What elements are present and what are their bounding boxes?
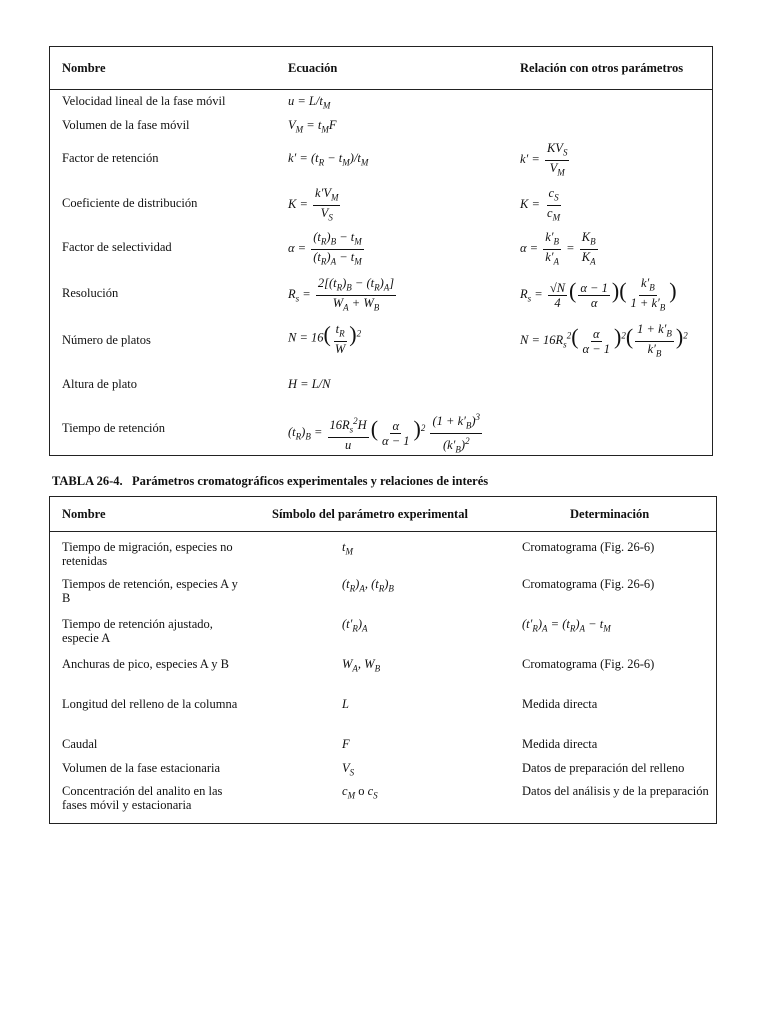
t2-row-name: Caudal xyxy=(62,737,98,751)
t2-row-name: Longitud del relleno de la columna xyxy=(62,697,238,711)
t2-determination: Datos del análisis y de la preparación xyxy=(522,784,709,798)
t2-symbol: $V_S$ xyxy=(342,761,355,778)
t2-row-name: Volumen de la fase estacionaria xyxy=(62,761,221,775)
t2-row-name: Tiempos de retención, especies A y B xyxy=(62,577,238,605)
t1-eq-retention-time: $(t_R)_B$ = $\frac{16R_s^2H}{u}$ ( $\frac{\alpha}{\alpha - 1}$ )$^2$ $\frac{(1 + k'_B)^3}{(k'_B)^2}$ xyxy=(288,412,481,455)
t1-rel-resolution: $R_s$ = $\frac{√N}{4}$ ( $\frac{\alpha - 1}{\alpha}$ )( $\frac{k'_B}{1 + k'_B}$ ) xyxy=(520,276,677,312)
t2-determination: Medida directa xyxy=(522,737,598,751)
t1-eq-plates: N = 16( $\frac{t_R}{W}$ )$^2$ xyxy=(288,321,362,356)
t1-row-name: Coeficiente de distribución xyxy=(62,196,198,210)
t2-determination: Cromatograma (Fig. 26-6) xyxy=(522,577,655,591)
t1-header-ecuacion: Ecuación xyxy=(288,61,338,75)
t1-eq-selectivity: α = $\frac{(t_R)_B - t_M}{(t_R)_A - t_M}$ xyxy=(288,230,362,266)
table-caption: TABLA 26-4. Parámetros cromatográficos experimentales y relaciones de interés xyxy=(52,474,489,488)
t2-determination: $(t'_R)_A = (t_R)_A - t_M$ xyxy=(522,617,611,634)
t2-symbol: $(t'_R)_A$ xyxy=(342,617,368,634)
t1-eq-resolution: $R_s$ = $\frac{2[(t_R)_B - (t_R)_A]}{W_A + W_B}$ xyxy=(288,276,395,312)
t2-determination: Cromatograma (Fig. 26-6) xyxy=(522,657,655,671)
t1-row-name: Tiempo de retención xyxy=(62,421,165,435)
t2-row-name: Anchuras de pico, especies A y B xyxy=(62,657,229,671)
t1-row-name: Volumen de la fase móvil xyxy=(62,118,190,132)
t2-header-simbolo: Símbolo del parámetro experimental xyxy=(272,507,468,521)
t2-symbol: F xyxy=(342,737,350,751)
t1-row-name: Velocidad lineal de la fase móvil xyxy=(62,94,226,108)
t2-symbol: L xyxy=(342,697,349,711)
t2-symbol: $(t_R)_A$, $(t_R)_B$ xyxy=(342,577,394,594)
t2-determination: Datos de preparación del relleno xyxy=(522,761,685,775)
t2-symbol: $W_A$, $W_B$ xyxy=(342,657,381,674)
t1-row-name: Factor de selectividad xyxy=(62,240,172,254)
t2-symbol: $t_M$ xyxy=(342,540,353,557)
t2-header-nombre: Nombre xyxy=(62,507,106,521)
t2-row-name: Tiempo de retención ajustado, especie A xyxy=(62,617,213,645)
t1-row-name: Altura de plato xyxy=(62,377,137,391)
t1-eq-retention-factor: $k' = (t_R - t_M)/t_M$ xyxy=(288,151,369,168)
t1-eq-volume: $V_M = t_MF$ xyxy=(288,118,337,135)
t1-eq-distribution: K = $\frac{k'V_M}{V_S}$ xyxy=(288,186,339,222)
t1-rel-selectivity: α = $\frac{k'_B}{k'_A}$ = $\frac{K_B}{K_A}$ xyxy=(520,230,596,266)
t2-row-name: Concentración del analito en las fases móvil y estacionaria xyxy=(62,784,223,812)
t1-row-name: Resolución xyxy=(62,286,119,300)
t2-determination: Medida directa xyxy=(522,697,598,711)
t1-eq-plate-height: H = L/N xyxy=(288,377,331,391)
t2-determination: Cromatograma (Fig. 26-6) xyxy=(522,540,655,554)
t1-row-name: Número de platos xyxy=(62,333,151,347)
t1-rel-retention-factor: k′ = $\frac{KV_S}{V_M}$ xyxy=(520,141,568,177)
t1-row-name: Factor de retención xyxy=(62,151,159,165)
t2-row-name: Tiempo de migración, especies no retenidas xyxy=(62,540,233,568)
t2-symbol: $c_M$ o $c_S$ xyxy=(342,784,378,801)
t1-eq-velocity: $u = L/t_M$ xyxy=(288,94,331,111)
t1-header-nombre: Nombre xyxy=(62,61,106,75)
t2-header-determinacion: Determinación xyxy=(570,507,650,521)
t1-rel-plates: $N = 16R_s^2$( $\frac{\alpha}{\alpha - 1}$ )$^2$( $\frac{1 + k'_B}{k'_B}$ )$^2$ xyxy=(520,322,688,358)
t1-rel-distribution: K = $\frac{c_S}{c_M}$ xyxy=(520,186,561,222)
t1-header-relacion: Relación con otros parámetros xyxy=(520,61,684,75)
